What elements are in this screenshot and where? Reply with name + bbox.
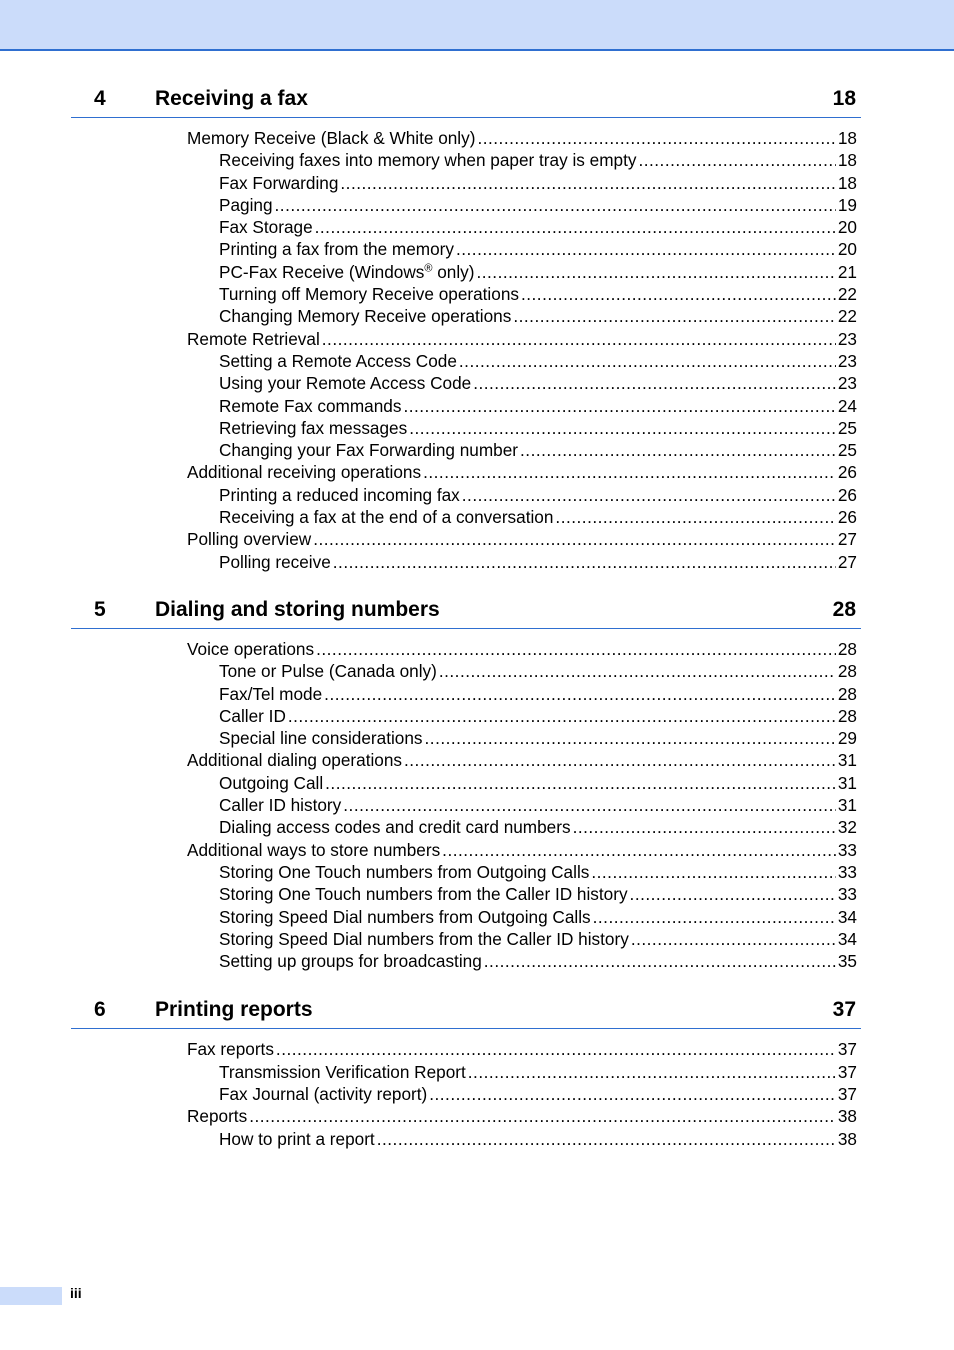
dot-leader: [425, 727, 836, 749]
toc-entry-title: Storing One Touch numbers from the Caller ID history: [219, 884, 628, 905]
toc-entry[interactable]: [219, 216, 857, 238]
toc-entry-title: Special line considerations: [219, 728, 423, 749]
dot-leader: [520, 439, 836, 461]
toc-entry-page: 37: [837, 1083, 857, 1104]
toc-entry[interactable]: [187, 528, 857, 550]
dot-leader: [631, 928, 836, 950]
chapter-number: 6: [94, 998, 106, 1022]
toc-entry-title: Changing your Fax Forwarding number: [219, 440, 519, 461]
toc-entry[interactable]: [219, 861, 857, 883]
dot-leader: [477, 127, 835, 149]
chapter-heading[interactable]: [71, 85, 861, 118]
toc-entry-page: 18: [837, 150, 857, 171]
toc-entry[interactable]: [187, 638, 857, 660]
dot-leader: [521, 283, 836, 305]
toc-entry[interactable]: [219, 417, 857, 439]
toc-entry[interactable]: [219, 350, 857, 372]
toc-entry-title: Fax Journal (activity report): [219, 1083, 428, 1104]
chapter-number: 4: [94, 87, 106, 110]
toc-entry[interactable]: [219, 372, 857, 394]
toc-entry-title: Additional dialing operations: [187, 750, 402, 771]
toc-entry-page: 26: [837, 507, 857, 528]
toc-entry-page: 38: [837, 1106, 857, 1127]
header-band: [0, 0, 954, 51]
toc-entry[interactable]: [219, 1083, 857, 1105]
toc-entry[interactable]: [219, 816, 857, 838]
toc-entry-page: 23: [837, 328, 857, 349]
toc-entry[interactable]: [187, 127, 857, 149]
dot-leader: [591, 861, 836, 883]
dot-leader: [555, 506, 835, 528]
toc-entry[interactable]: [219, 683, 857, 705]
toc-entry[interactable]: [219, 194, 857, 216]
toc-entry-title: Reports: [187, 1106, 248, 1127]
toc-entry[interactable]: [219, 506, 857, 528]
toc-entry-page: 31: [837, 795, 857, 816]
toc-entry[interactable]: [219, 305, 857, 327]
toc-entry-page: 34: [837, 906, 857, 927]
toc-entry-title: Setting a Remote Access Code: [219, 350, 457, 371]
toc-entry[interactable]: [219, 283, 857, 305]
chapter-entries: [0, 118, 954, 573]
dot-leader: [439, 660, 836, 682]
toc-entry-page: 20: [837, 217, 857, 238]
dot-leader: [403, 395, 835, 417]
chapter-4: [0, 85, 954, 573]
toc-entry-title: Remote Retrieval: [187, 328, 320, 349]
toc-entry-page: 27: [837, 551, 857, 572]
chapter-number: 5: [94, 597, 106, 621]
chapter-title: Receiving a fax: [155, 87, 308, 110]
toc-entry-title: Receiving faxes into memory when paper tray is empty: [219, 150, 637, 171]
toc-entry-title: Additional receiving operations: [187, 462, 422, 483]
toc-entry-page: 20: [837, 239, 857, 260]
toc-entry-title: Remote Fax commands: [219, 395, 402, 416]
dot-leader: [315, 216, 836, 238]
toc-entry-page: 22: [837, 284, 857, 305]
toc-entry[interactable]: [219, 395, 857, 417]
toc-entry-title: How to print a report: [219, 1128, 375, 1149]
dot-leader: [513, 305, 836, 327]
toc-entry[interactable]: [219, 1061, 857, 1083]
toc-entry[interactable]: [187, 839, 857, 861]
toc-entry-page: 38: [837, 1128, 857, 1149]
toc-entry-title: Dialing access codes and credit card numbers: [219, 817, 571, 838]
dot-leader: [573, 816, 836, 838]
toc-entry-page: 21: [837, 261, 857, 282]
toc-entry-page: 18: [837, 128, 857, 148]
dot-leader: [316, 638, 836, 660]
toc-entry[interactable]: [219, 484, 857, 506]
dot-leader: [423, 461, 836, 483]
toc-entry-title: Printing a reduced incoming fax: [219, 484, 460, 505]
toc-entry-title: Voice operations: [187, 638, 315, 659]
toc-entry-title: Additional ways to store numbers: [187, 839, 441, 860]
toc-entry-page: 37: [837, 1061, 857, 1082]
toc-entry-title: Storing Speed Dial numbers from Outgoing Calls: [219, 906, 591, 927]
dot-leader: [275, 194, 836, 216]
toc-entry-page: 19: [837, 194, 857, 215]
dot-leader: [462, 484, 836, 506]
toc-entry[interactable]: [219, 928, 857, 950]
toc-entry-title: Storing Speed Dial numbers from the Caller ID history: [219, 928, 629, 949]
dot-leader: [313, 528, 836, 550]
toc-entry[interactable]: [219, 149, 857, 171]
toc-entry-title: Outgoing Call: [219, 772, 324, 793]
toc-entry-title: Storing One Touch numbers from Outgoing Calls: [219, 861, 590, 882]
toc-entry-page: 22: [837, 306, 857, 327]
toc-entry[interactable]: [219, 261, 857, 283]
dot-leader: [325, 772, 836, 794]
toc-entry-title: Using your Remote Access Code: [219, 373, 472, 394]
chapter-heading[interactable]: [71, 596, 861, 629]
toc-entry-title: PC-Fax Receive (Windows® only): [219, 261, 475, 282]
toc-entry-page: 25: [837, 417, 857, 438]
toc-entry-page: 23: [837, 373, 857, 394]
chapter-title: Printing reports: [155, 998, 313, 1022]
toc-entry[interactable]: [187, 1105, 857, 1127]
toc-entry[interactable]: [187, 1038, 857, 1060]
dot-leader: [456, 238, 836, 260]
toc-entry-page: 25: [837, 440, 857, 461]
chapter-entries: [0, 629, 954, 972]
toc-entry-page: 31: [837, 772, 857, 793]
dot-leader: [459, 350, 836, 372]
toc-entry-page: 24: [837, 395, 857, 416]
toc-entry-page: 31: [837, 750, 857, 771]
toc-entry[interactable]: [219, 772, 857, 794]
toc-entry-page: 27: [837, 529, 857, 550]
toc-entry-title: Printing a fax from the memory: [219, 239, 454, 260]
toc-entry[interactable]: [219, 727, 857, 749]
toc-entry-title: Fax Storage: [219, 217, 313, 238]
toc-entry[interactable]: [219, 705, 857, 727]
toc-entry[interactable]: [219, 906, 857, 928]
dot-leader: [249, 1105, 836, 1127]
chapter-page: 37: [832, 998, 856, 1022]
toc-entry-title: Paging: [219, 194, 273, 215]
toc-entry-title: Fax reports: [187, 1039, 274, 1060]
toc-entry-page: 26: [837, 462, 857, 483]
toc-entry-title: Changing Memory Receive operations: [219, 306, 512, 327]
toc-entry[interactable]: [187, 461, 857, 483]
dot-leader: [442, 839, 836, 861]
dot-leader: [324, 683, 836, 705]
toc-entry-title: Turning off Memory Receive operations: [219, 284, 519, 305]
toc-entry-title: Transmission Verification Report: [219, 1061, 466, 1082]
chapter-6: [0, 996, 954, 1149]
chapter-page: 18: [832, 87, 856, 110]
chapter-heading[interactable]: [71, 996, 861, 1029]
toc-entry-page: 18: [837, 172, 857, 193]
toc-entry-page: 28: [837, 661, 857, 682]
toc-entry-page: 33: [837, 861, 857, 882]
page-number: iii: [70, 1285, 82, 1301]
toc-entry[interactable]: [219, 439, 857, 461]
dot-leader: [473, 372, 836, 394]
toc-entry-page: 26: [837, 484, 857, 505]
dot-leader: [343, 794, 836, 816]
toc-entry-title: Fax Forwarding: [219, 172, 339, 193]
toc-entry[interactable]: [219, 794, 857, 816]
toc-entry-page: 28: [837, 638, 857, 659]
dot-leader: [404, 749, 836, 771]
toc-entry-page: 33: [837, 884, 857, 905]
dot-leader: [630, 883, 836, 905]
dot-leader: [333, 551, 836, 573]
dot-leader: [340, 172, 835, 194]
toc-entry[interactable]: [219, 551, 857, 573]
toc-entry-page: 23: [837, 350, 857, 371]
toc-entry[interactable]: [219, 950, 857, 972]
dot-leader: [593, 906, 836, 928]
toc-entry[interactable]: [219, 883, 857, 905]
toc-entry[interactable]: [219, 1128, 857, 1150]
dot-leader: [429, 1083, 836, 1105]
table-of-contents: [0, 85, 954, 1150]
dot-leader: [377, 1128, 836, 1150]
toc-entry[interactable]: [219, 172, 857, 194]
toc-entry-title: Polling overview: [187, 529, 312, 550]
dot-leader: [638, 149, 835, 171]
toc-entry-page: 37: [837, 1039, 857, 1060]
toc-entry[interactable]: [219, 238, 857, 260]
toc-entry[interactable]: [219, 660, 857, 682]
dot-leader: [484, 950, 836, 972]
toc-entry-title: Fax/Tel mode: [219, 683, 323, 704]
chapter-5: [0, 596, 954, 972]
chapter-page: 28: [832, 597, 856, 621]
toc-entry-page: 32: [837, 817, 857, 838]
toc-entry-title: Retrieving fax messages: [219, 417, 408, 438]
toc-entry-page: 28: [837, 683, 857, 704]
toc-entry-title: Receiving a fax at the end of a conversation: [219, 507, 554, 528]
dot-leader: [322, 328, 836, 350]
toc-entry[interactable]: [187, 749, 857, 771]
dot-leader: [288, 705, 836, 727]
dot-leader: [468, 1061, 836, 1083]
dot-leader: [276, 1038, 836, 1060]
toc-entry-title: Setting up groups for broadcasting: [219, 951, 482, 972]
toc-entry-title: Memory Receive (Black & White only): [187, 128, 476, 148]
toc-entry-page: 29: [837, 728, 857, 749]
toc-entry-title: Caller ID: [219, 705, 286, 726]
toc-entry-page: 33: [837, 839, 857, 860]
dot-leader: [409, 417, 836, 439]
chapter-title: Dialing and storing numbers: [155, 597, 440, 621]
toc-entry[interactable]: [187, 328, 857, 350]
toc-entry-title: Tone or Pulse (Canada only): [219, 661, 437, 682]
dot-leader: [476, 261, 835, 283]
toc-entry-page: 28: [837, 705, 857, 726]
toc-entry-page: 34: [837, 928, 857, 949]
footer-tab: [0, 1287, 62, 1305]
toc-entry-title: Caller ID history: [219, 795, 342, 816]
toc-entry-page: 35: [837, 951, 857, 972]
chapter-entries: [0, 1029, 954, 1149]
toc-entry-title: Polling receive: [219, 551, 331, 572]
